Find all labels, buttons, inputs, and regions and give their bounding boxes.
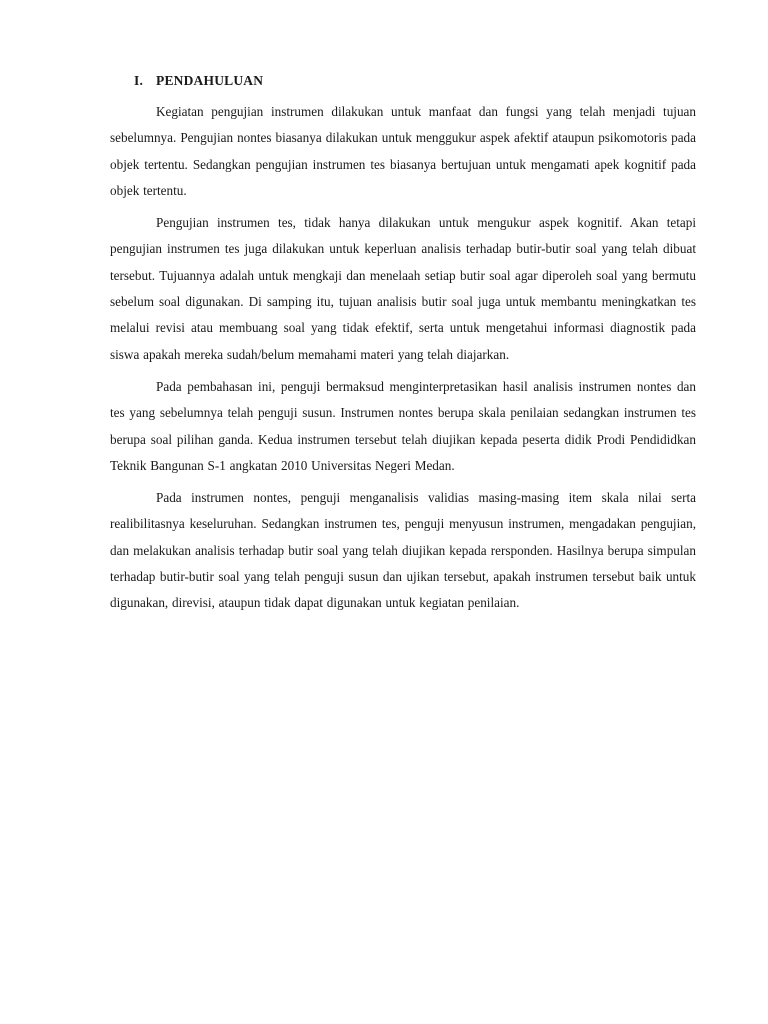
- paragraph-1: Kegiatan pengujian instrumen dilakukan untuk manfaat dan fungsi yang telah menjadi tujuan sebelumnya. Pengujian nontes biasanya dilakukan untuk menggukur aspek afektif ataupun psikomotoris pada objek tertentu. Sedangkan pengujian instrumen tes biasanya bertujuan untuk mengamati apek kognitif pada objek tertentu.: [110, 104, 696, 198]
- paragraph-3: Pada pembahasan ini, penguji bermaksud menginterpretasikan hasil analisis instrumen nontes dan tes yang sebelumnya telah penguji susun. Instrumen nontes berupa skala penilaian sedangkan instrumen tes berupa soal pilihan ganda. Kedua instrumen tersebut telah diujikan kepada peserta didik Prodi Pendididkan Teknik Bangunan S-1 angkatan 2010 Universitas Negeri Medan.: [110, 378, 696, 473]
- section-heading: [134, 70, 696, 92]
- section-number: I.: [134, 73, 144, 88]
- document-page: [110, 70, 696, 623]
- paragraph-4: Pada instrumen nontes, penguji menganalisis validias masing-masing item skala nilai serta realibilitasnya keseluruhan. Sedangkan instrumen tes, penguji menyusun instrumen, mengadakan pengujian, dan melakukan analisis terhadap butir soal yang telah diujikan kepada rersponden. Hasilnya berupa simpulan terhadap butir-butir soal yang telah penguji susun dan ujikan tersebut, apakah instrumen tersebut baik untuk digunakan, direvisi, ataupun tidak dapat digunakan untuk kegiatan penilaian.: [110, 490, 696, 611]
- section-title: PENDAHULUAN: [156, 73, 264, 88]
- paragraph-2: Pengujian instrumen tes, tidak hanya dilakukan untuk mengukur aspek kognitif. Akan tetapi pengujian instrumen tes juga dilakukan untuk keperluan analisis terhadap butir-butir soal yang telah dibuat tersebut. Tujuannya adalah untuk mengkaji dan menelaah setiap butir soal agar diperoleh soal yang bermutu sebelum soal digunakan. Di samping itu, tujuan analisis butir soal juga untuk membantu meningkatkan tes melalui revisi atau membuang soal yang tidak efektif, serta untuk mengetahui informasi diagnostik pada siswa apakah mereka sudah/belum memahami materi yang telah diajarkan.: [110, 215, 696, 362]
